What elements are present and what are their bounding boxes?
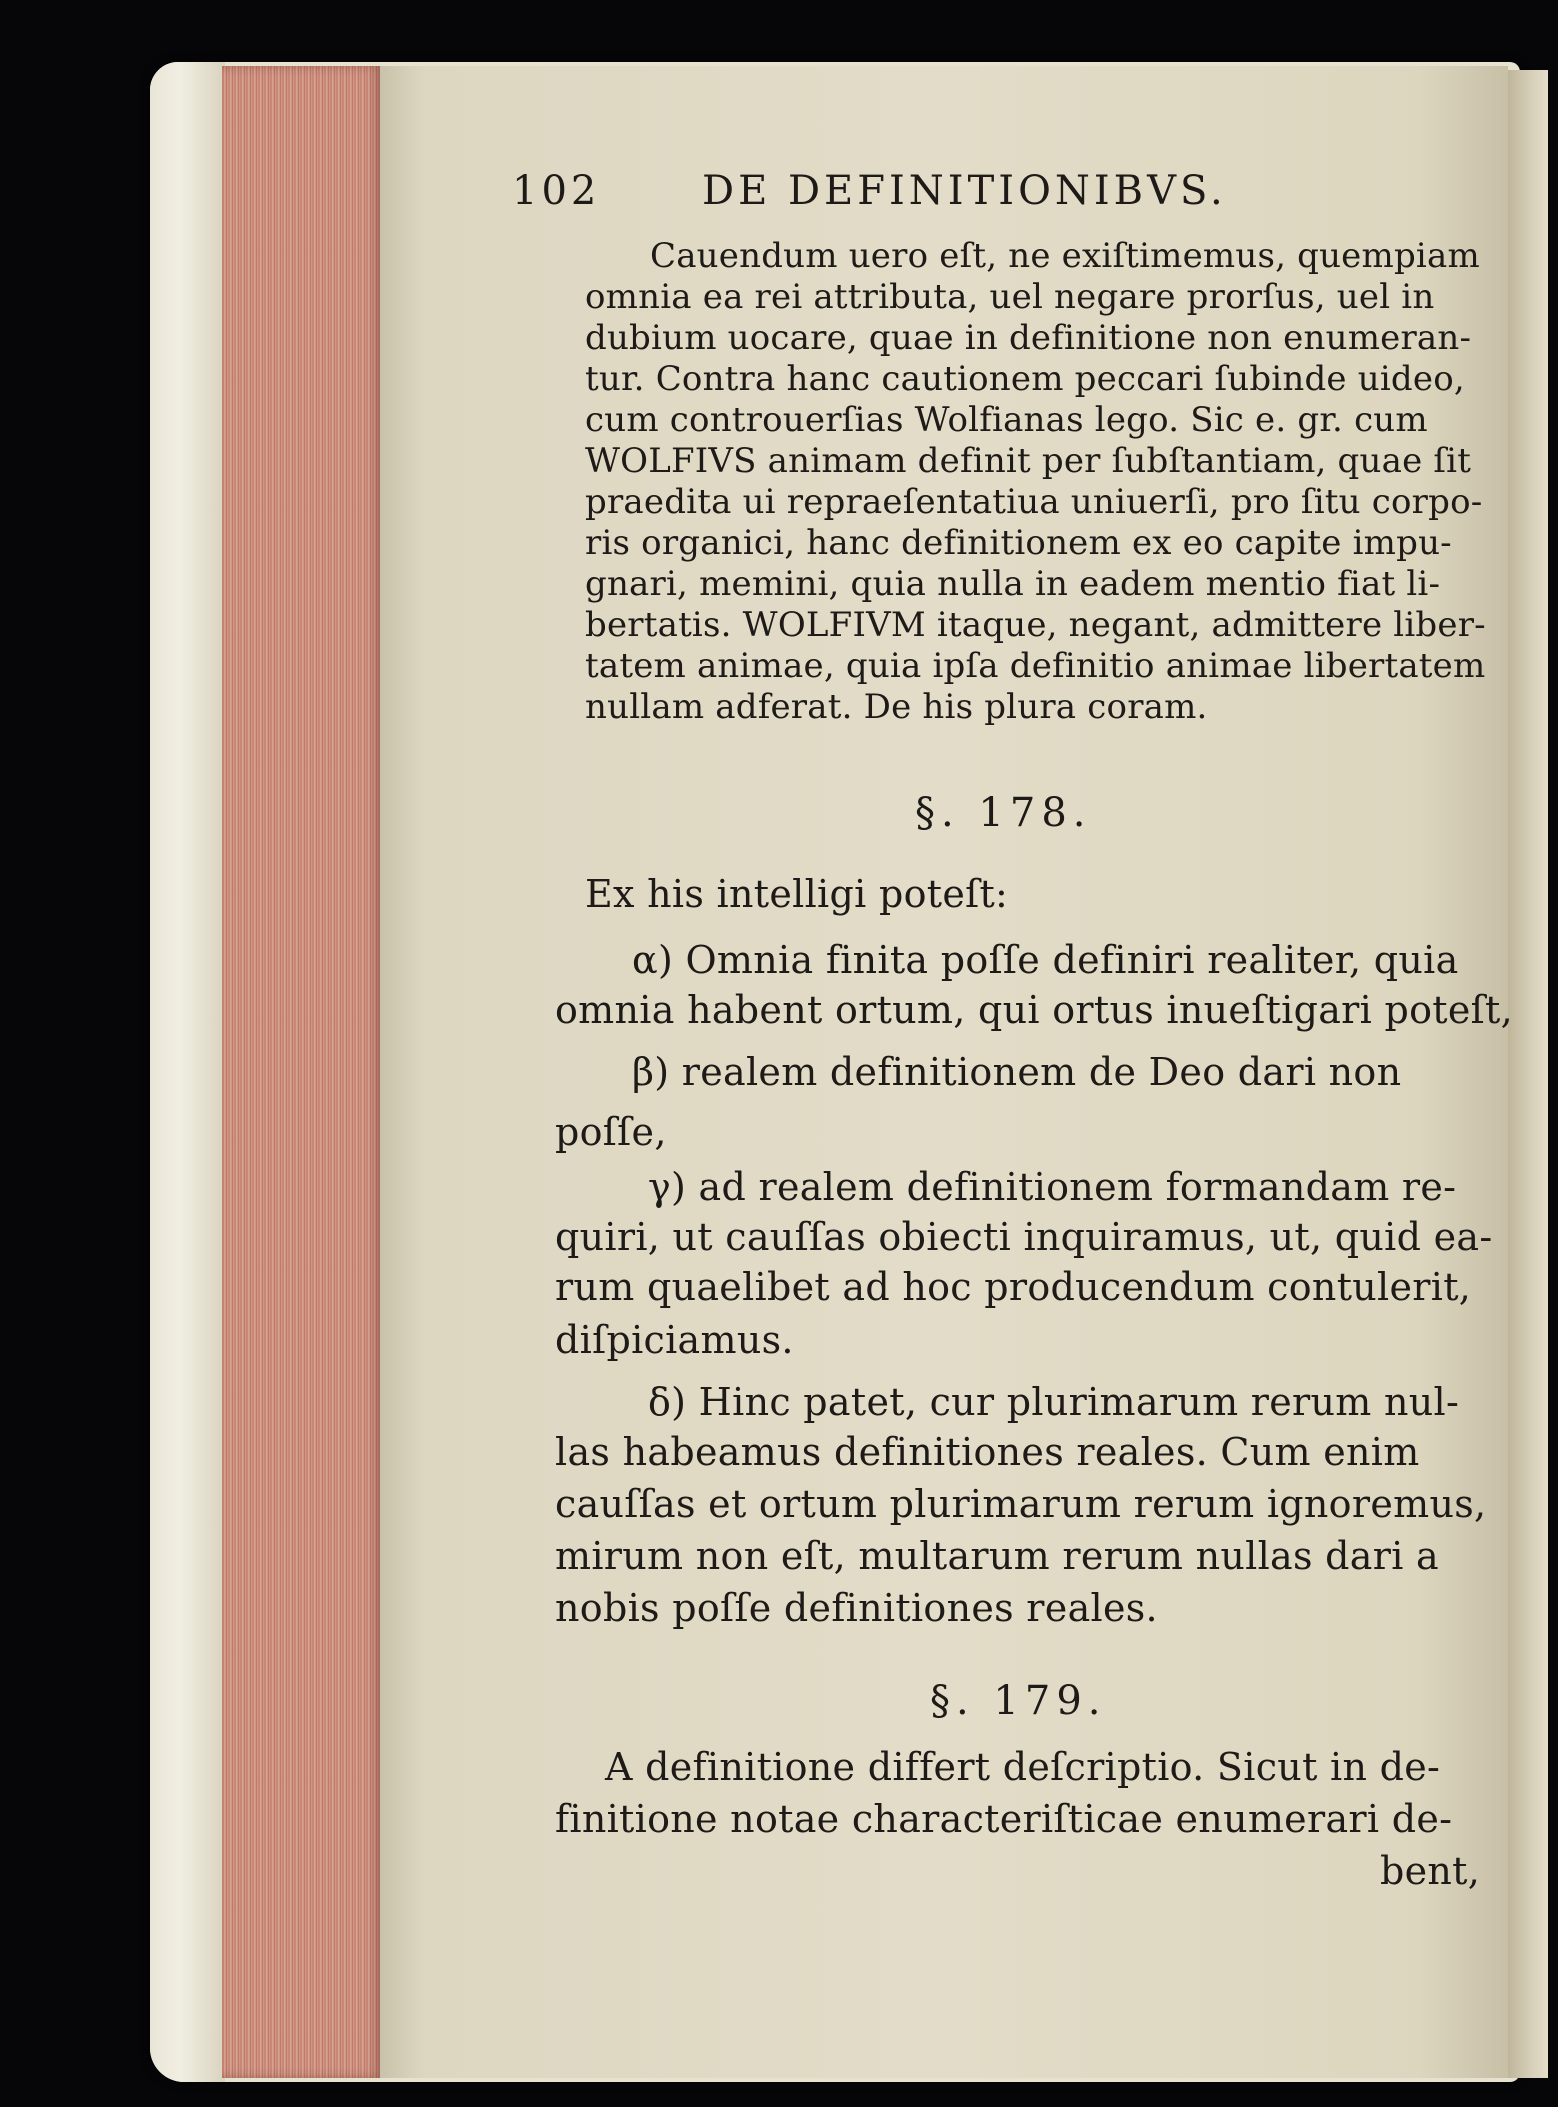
text-line: A definitione differt deſcriptio. Sicut in de- xyxy=(605,1745,1441,1789)
page-edges xyxy=(222,66,382,2078)
text-line: praedita ui repraeſentatiua uniuerſi, pro ſitu corpo- xyxy=(585,482,1483,522)
text-line: Cauendum uero eſt, ne exiſtimemus, quempiam xyxy=(650,236,1480,276)
text-line: tatem animae, quia ipſa definitio animae libertatem xyxy=(585,646,1486,686)
text-line: dubium uocare, quae in definitione non enumeran- xyxy=(585,318,1472,358)
text-line: α) Omnia finita poſſe definiri realiter, quia xyxy=(632,938,1459,982)
text-line: Ex his intelligi poteſt: xyxy=(585,872,1009,916)
page-number: 102 xyxy=(512,168,601,214)
text-line: diſpiciamus. xyxy=(555,1318,794,1362)
text-line: omnia habent ortum, qui ortus inueſtigari poteſt, xyxy=(555,988,1513,1032)
section-heading-178: §. 178. xyxy=(915,790,1092,836)
text-line: finitione notae characteriſticae enumerari de- xyxy=(555,1797,1453,1841)
text-line: gnari, memini, quia nulla in eadem mentio fiat li- xyxy=(585,564,1441,604)
text-line: poſſe, xyxy=(555,1110,667,1154)
text-line: WOLFIVS animam definit per ſubſtantiam, quae ſit xyxy=(585,441,1472,481)
section-heading-179: §. 179. xyxy=(930,1678,1107,1724)
text-line: nullam adferat. De his plura coram. xyxy=(585,687,1208,727)
text-line: β) realem definitionem de Deo dari non xyxy=(632,1050,1402,1094)
text-line: nobis poſſe definitiones reales. xyxy=(555,1586,1158,1630)
text-line: tur. Contra hanc cautionem peccari ſubinde uideo, xyxy=(585,359,1465,399)
text-line: rum quaelibet ad hoc producendum contulerit, xyxy=(555,1265,1472,1309)
text-line: omnia ea rei attributa, uel negare prorſus, uel in xyxy=(585,277,1435,317)
text-line: bent, xyxy=(1380,1849,1481,1893)
page-gutter xyxy=(1508,70,1548,2078)
text-line: bertatis. WOLFIVM itaque, negant, admittere liber- xyxy=(585,605,1486,645)
text-line: cum controuerſias Wolfianas lego. Sic e. gr. cum xyxy=(585,400,1428,440)
text-line: ris organici, hanc definitionem ex eo capite impu- xyxy=(585,523,1452,563)
text-line: cauſſas et ortum plurimarum rerum ignoremus, xyxy=(555,1482,1487,1526)
text-line: las habeamus definitiones reales. Cum enim xyxy=(555,1430,1420,1474)
text-line: δ) Hinc patet, cur plurimarum rerum nul- xyxy=(648,1380,1460,1424)
text-line: quiri, ut cauſſas obiecti inquiramus, ut, quid ea- xyxy=(555,1215,1493,1259)
running-title: DE DEFINITIONIBVS. xyxy=(702,168,1227,214)
text-line: mirum non eſt, multarum rerum nullas dari a xyxy=(555,1534,1439,1578)
cover-fold xyxy=(150,62,225,2082)
text-line: γ) ad realem definitionem formandam re- xyxy=(648,1165,1457,1209)
